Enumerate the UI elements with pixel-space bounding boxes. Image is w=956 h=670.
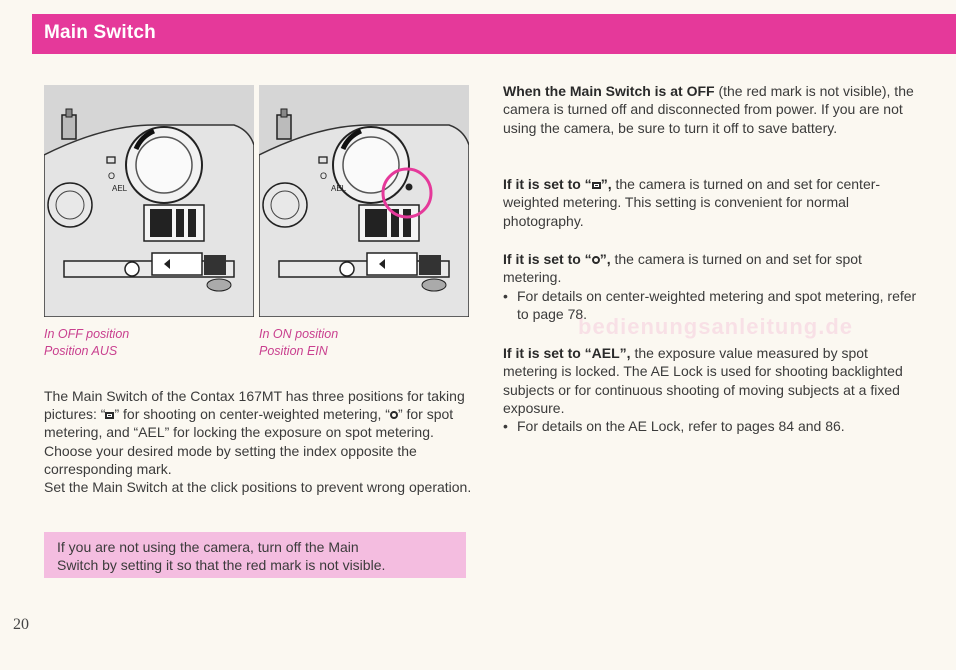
bullet-icon: • <box>503 287 508 304</box>
photo-on-position <box>259 85 469 317</box>
intro-paragraph: The Main Switch of the Contax 167MT has three positions for taking pictures: “ ” for shooting on center-weighted metering, “ ” for spot metering, and “AEL” for locking the exposure on spot metering. Choose your desired mode by setting the index opposite the corresponding mark. <box>44 388 465 477</box>
spot-icon <box>390 411 398 419</box>
page-title: Main Switch <box>44 22 156 43</box>
section-ael: If it is set to “AEL”, the exposure value measured by spot metering is locked. The AE Lock is used for shooting backlighted subjects or for continuous shooting of moving subjects at a fixed exposure. • For details on the AE Lock, refer to pages 84 and 86. <box>503 344 923 435</box>
caption-off-en: In OFF position <box>44 327 130 341</box>
center-weighted-icon <box>592 182 601 189</box>
spot-icon <box>592 256 600 264</box>
page-number: 20 <box>13 616 29 633</box>
watermark: bedienungsanleitung.de <box>578 314 854 339</box>
section-spot: If it is set to “ ”, the camera is turned on and set for spot metering. • For details on center-weighted metering and spot metering, refer to page 78. <box>503 250 923 323</box>
dial-mark-o: O <box>320 171 328 181</box>
section-center-weighted: If it is set to “ ”, the camera is turned on and set for center-weighted metering. This setting is convenient for normal photography. <box>503 176 881 229</box>
photo-off-position <box>44 85 254 317</box>
intro-paragraph-2: Set the Main Switch at the click positions to prevent wrong operation. <box>44 479 472 496</box>
section-off: When the Main Switch is at OFF (the red mark is not visible), the camera is turned off and disconnected from power. If you are not using the camera, be sure to turn it off to save battery. <box>503 83 914 136</box>
caption-on-en: In ON position <box>259 327 339 341</box>
caption-off <box>44 326 129 360</box>
caption-on <box>259 326 338 360</box>
camera-illustration-on <box>259 85 469 317</box>
bullet-icon: • <box>503 418 508 435</box>
caption-on-de: Position EIN <box>259 344 328 358</box>
header-bar <box>32 14 956 54</box>
red-mark-dot-icon <box>406 184 413 191</box>
notice-box <box>44 532 466 578</box>
dial-mark-o: O <box>108 171 116 181</box>
ael-label: AEL <box>331 184 347 193</box>
ael-label: AEL <box>112 184 128 193</box>
caption-off-de: Position AUS <box>44 344 118 358</box>
notice-text: If you are not using the camera, turn off the Main Switch by setting it so that the red mark is not visible. <box>57 539 386 573</box>
intro-text <box>44 387 474 496</box>
camera-illustration-off <box>44 85 254 317</box>
ael-bullet: • For details on the AE Lock, refer to pages 84 and 86. <box>503 418 845 435</box>
spot-bullet: • For details on center-weighted metering and spot metering, refer to page 78. <box>503 287 917 322</box>
